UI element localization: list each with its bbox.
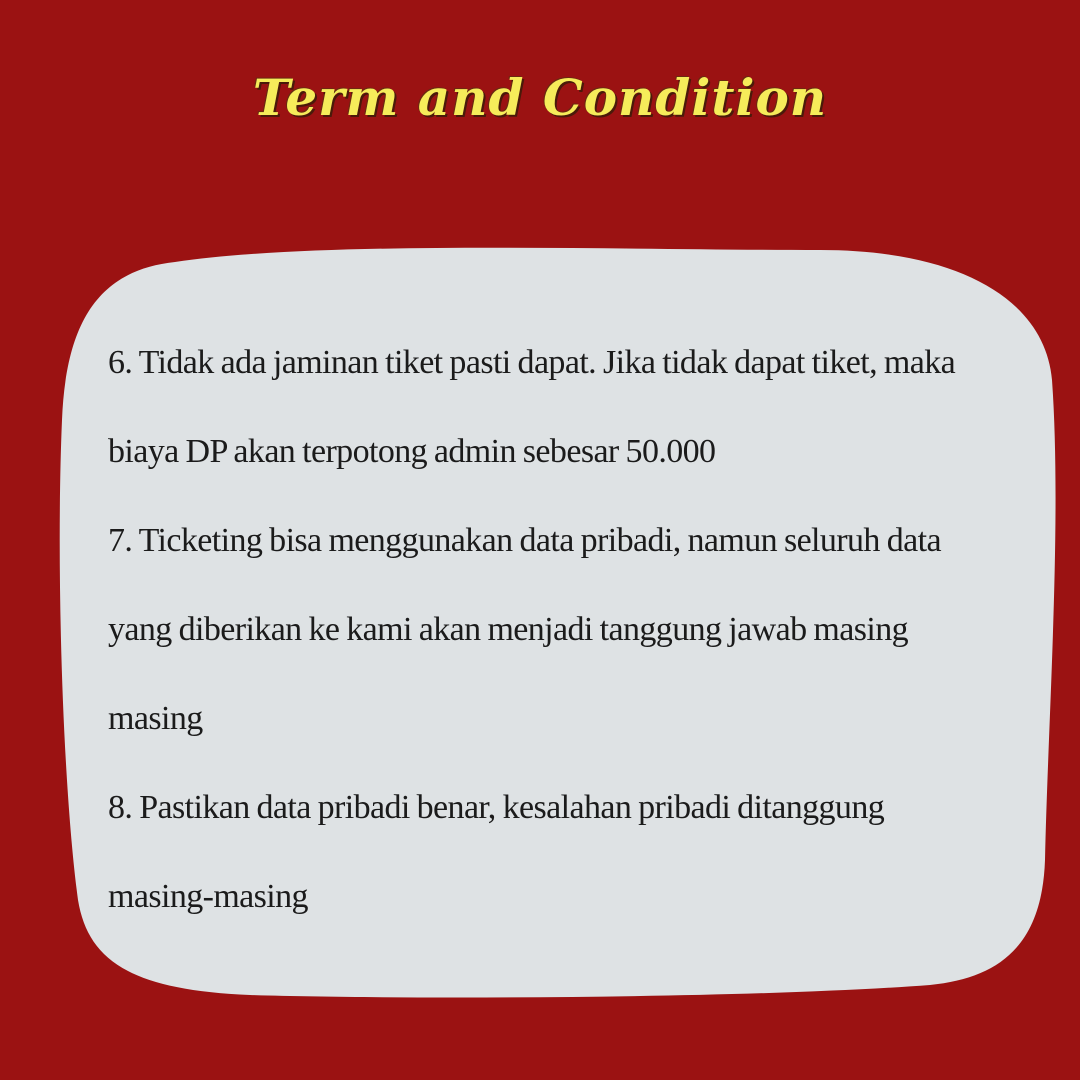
term-line: yang diberikan ke kami akan menjadi tanggung jawab masing <box>108 611 908 648</box>
terms-list <box>108 318 1038 941</box>
term-line: 6. Tidak ada jaminan tiket pasti dapat. Jika tidak dapat tiket, maka <box>108 344 956 381</box>
term-line: 8. Pastikan data pribadi benar, kesalahan pribadi ditanggung <box>108 789 885 826</box>
page-title: Term and Condition <box>252 68 828 127</box>
term-line: masing-masing <box>108 878 308 915</box>
term-line: 7. Ticketing bisa menggunakan data pribadi, namun seluruh data <box>108 522 941 559</box>
term-line: biaya DP akan terpotong admin sebesar 50.000 <box>108 433 716 470</box>
term-line: masing <box>108 700 203 737</box>
